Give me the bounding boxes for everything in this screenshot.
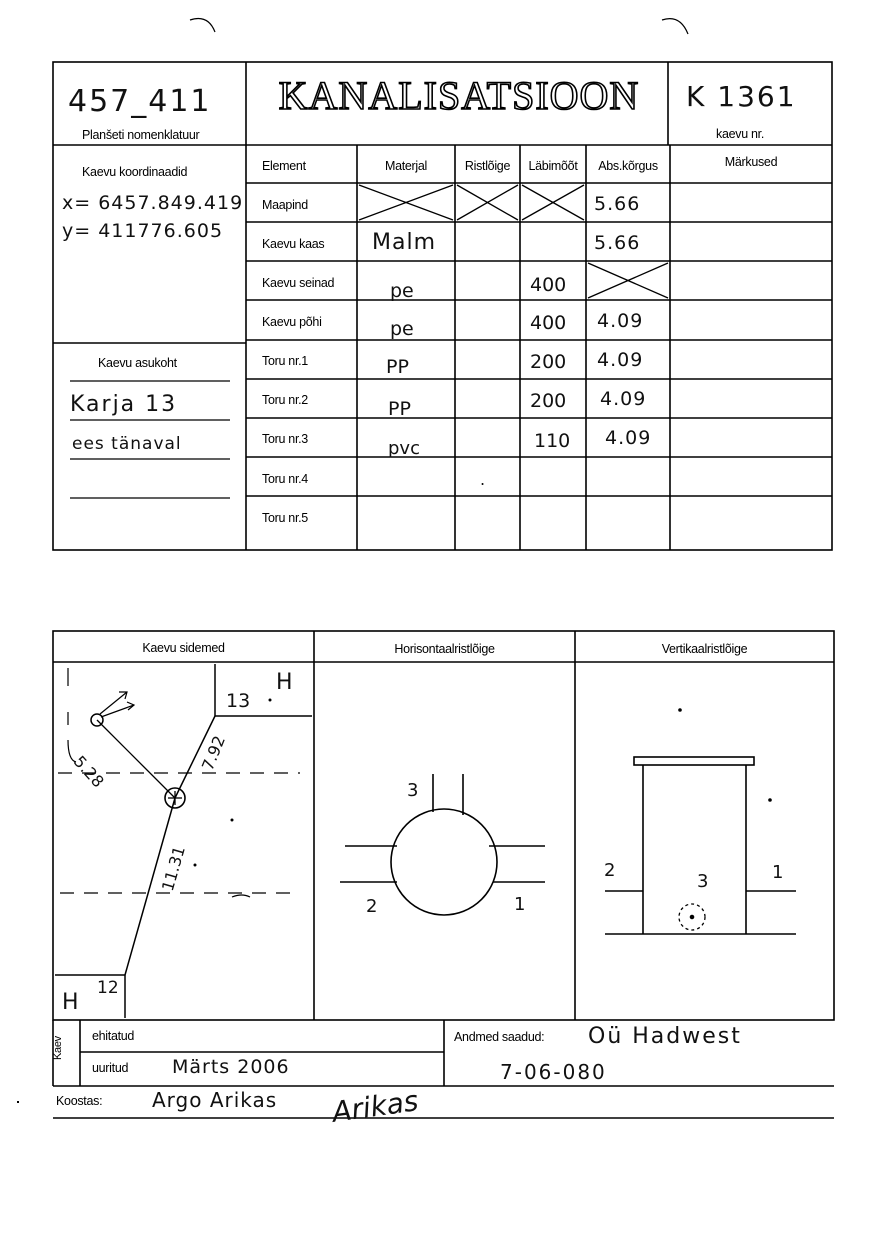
row-element: Toru nr.4 — [262, 472, 308, 486]
row-labimoot: 200 — [530, 390, 567, 412]
horizontal-pipe-2: 2 — [366, 896, 378, 917]
vertical-pipe-2: 2 — [604, 860, 616, 881]
vertical-pipe-1: 1 — [772, 862, 784, 883]
compiled-label: Koostas: — [56, 1094, 103, 1108]
corner-top-number: 13 — [226, 690, 251, 712]
row-element: Kaevu põhi — [262, 315, 322, 329]
row-labimoot: 400 — [530, 274, 567, 296]
corner-bottom-label: H — [62, 990, 79, 1015]
row-materjal: pvc — [388, 438, 420, 459]
row-materjal: Malm — [372, 230, 437, 255]
row-materjal: pe — [390, 318, 414, 340]
header-abs-korgus: Abs.kõrgus — [598, 159, 658, 173]
vertical-section — [605, 709, 796, 934]
location-line-1: Karja 13 — [70, 392, 178, 417]
surveyed-label: uuritud — [92, 1061, 129, 1075]
coordinate-x: x= 6457.849.419 — [62, 192, 244, 214]
nomenclature-value: 457_411 — [68, 84, 212, 119]
row-element: Toru nr.3 — [262, 432, 308, 446]
header-materjal: Materjal — [384, 159, 428, 173]
header-markused: Märkused — [724, 155, 778, 169]
coordinate-y: y= 411776.605 — [62, 220, 224, 242]
row-element: Maapind — [262, 198, 308, 212]
horizontal-pipe-3: 3 — [407, 780, 419, 801]
corner-top-label: H — [276, 670, 293, 695]
stray-dot — [17, 1101, 19, 1103]
row-element: Kaevu kaas — [262, 237, 325, 251]
row-materjal: pe — [390, 280, 414, 302]
data-from-value: Oü Hadwest — [588, 1024, 742, 1049]
data-from-label: Andmed saadud: — [454, 1030, 545, 1044]
form-title: KANALISATSIOON — [278, 73, 640, 118]
row-element: Toru nr.5 — [262, 511, 308, 525]
vertical-pipe-3: 3 — [697, 871, 709, 892]
row-abs: 5.66 — [594, 193, 641, 215]
header-ristloige: Ristlõige — [464, 159, 511, 173]
row-materjal: PP — [386, 356, 409, 378]
row-abs: 4.09 — [597, 349, 644, 371]
row-abs: 4.09 — [597, 310, 644, 332]
tie-distance-1: 5.28 — [69, 752, 108, 792]
row-element: Toru nr.2 — [262, 393, 308, 407]
signature: Arikas — [330, 1084, 421, 1129]
row-element: Kaevu seinad — [262, 276, 335, 290]
job-number: 7-06-080 — [500, 1060, 607, 1084]
header-labimoot: Läbimõõt — [528, 159, 578, 173]
corner-bottom-number: 12 — [97, 978, 119, 998]
vertical-section-label: Vertikaalristlõige — [661, 642, 748, 656]
well-number-value: K 1361 — [686, 80, 797, 113]
built-label: ehitatud — [92, 1029, 135, 1043]
row-abs: 5.66 — [594, 232, 641, 254]
row-element: Toru nr.1 — [262, 354, 308, 368]
surveyed-value: Märts 2006 — [172, 1056, 290, 1078]
row-abs: 4.09 — [605, 427, 652, 449]
well-label: Kaev — [52, 1036, 64, 1060]
well-number-label: kaevu nr. — [716, 127, 765, 141]
ties-label: Kaevu sidemed — [142, 641, 225, 655]
ties-sketch — [55, 664, 312, 1018]
row-ristloige: . — [480, 470, 486, 489]
location-label: Kaevu asukoht — [98, 356, 177, 370]
tie-distance-3: 11.31 — [158, 843, 189, 894]
location-line-2: ees tänaval — [72, 434, 182, 454]
row-labimoot: 110 — [534, 430, 571, 452]
tie-distance-2: 7.92 — [198, 732, 229, 774]
row-materjal: PP — [388, 398, 411, 420]
coordinates-label: Kaevu koordinaadid — [82, 165, 188, 179]
header-element: Element — [262, 159, 306, 173]
row-labimoot: 200 — [530, 351, 567, 373]
row-labimoot: 400 — [530, 312, 567, 334]
horizontal-section-label: Horisontaalristlõige — [394, 642, 495, 656]
compiled-value: Argo Arikas — [152, 1088, 278, 1112]
row-abs: 4.09 — [600, 388, 647, 410]
horizontal-pipe-1: 1 — [514, 894, 526, 915]
nomenclature-label: Planšeti nomenklatuur — [82, 128, 200, 142]
